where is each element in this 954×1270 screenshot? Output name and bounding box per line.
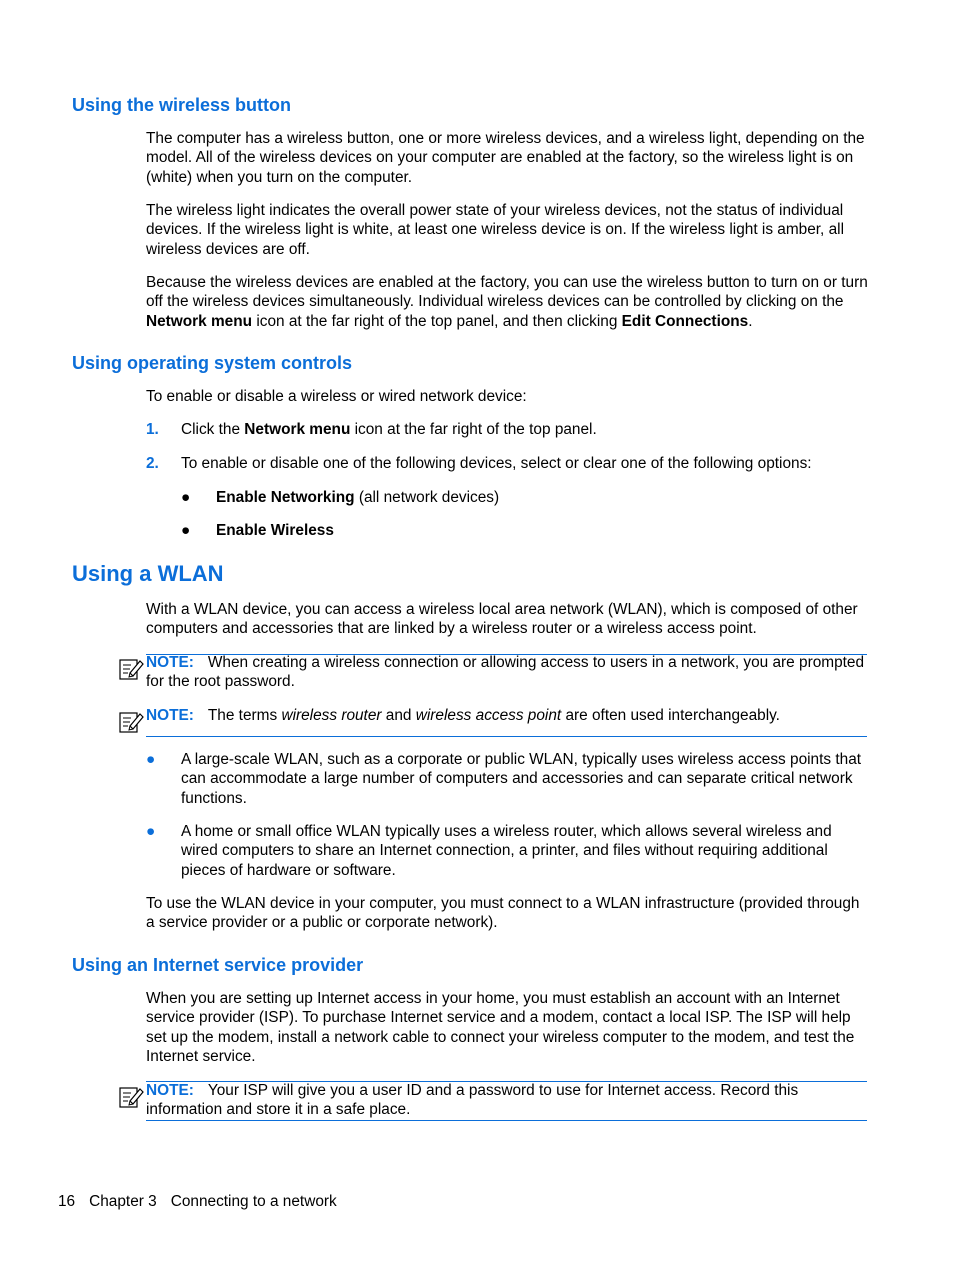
edit-connections-term: Edit Connections: [621, 312, 749, 330]
bullet-text: A large-scale WLAN, such as a corporate or public WLAN, typically uses wireless access points that can accommodate a large number of computers and accessories and can separate critical network functions.: [181, 751, 862, 807]
note-pencil-icon: [118, 1084, 144, 1110]
note-terms: NOTE: The terms wireless router and wireless access point are often used interchangeably.: [118, 706, 868, 738]
chapter-title: Connecting to a network: [170, 1193, 337, 1210]
bullet-icon: ●: [181, 489, 191, 506]
note-bottom-rule: [146, 736, 867, 737]
step-number: 2.: [146, 455, 159, 472]
page-footer: [58, 1192, 351, 1211]
paragraph-wireless-3: Because the wireless devices are enabled at the factory, you can use the wireless button to turn on or turn off the wireless devices simultaneously. Individual wireless devices can be controlled by clicking on the Network menu icon at the far right of the top panel, and then clicking Edit Connections.: [146, 274, 868, 330]
chapter-label: Chapter 3: [89, 1193, 157, 1210]
paragraph-isp-1: When you are setting up Internet access in your home, you must establish an account with an Internet service provider (ISP). To purchase Internet service and a modem, contact a local ISP. The ISP will help set up the modem, install a network cable to connect your wireless computer to the modem, and test the Internet service.: [146, 990, 855, 1065]
note-root-password: [118, 653, 868, 695]
step-text: To enable or disable one of the following devices, select or clear one of the following options:: [181, 455, 812, 472]
paragraph-wlan-2: To use the WLAN device in your computer, you must connect to a WLAN infrastructure (provided through a service provider or a public or corporate network).: [146, 895, 860, 932]
step-text: Click the Network menu icon at the far right of the top panel.: [181, 421, 597, 438]
paragraph-os-intro: To enable or disable a wireless or wired network device:: [146, 388, 527, 405]
note-label: NOTE:: [146, 707, 194, 724]
paragraph-wlan-1: With a WLAN device, you can access a wireless local area network (WLAN), which is composed of other computers and accessories that are linked by a wireless router or a wireless access point.: [146, 601, 858, 638]
note-bottom-rule: [146, 1120, 867, 1121]
note-pencil-icon: [118, 656, 144, 682]
note-text: Your ISP will give you a user ID and a password to use for Internet access. Record this information and store it in a safe place.: [146, 1082, 799, 1119]
document-page: Using the wireless button The computer has a wireless button, one or more wireless devices, and a wireless light, depending on the model. All of the wireless devices on your computer are enabled at the factory, so the wireless light is on (white) when you turn on the computer. The wireless light indicates the overall power state of your wireless devices, not the status of individual devices. If the wireless light is white, at least one wireless device is on. If the wireless light is amber, all wireless devices are off. Because the wireless devices are enabled at the factory, you can use the wireless button to turn on or turn off the wireless devices simultaneously. Individual wireless devices can be controlled by clicking on the Network menu icon at the far right of the top panel, and then clicking Edit Connections. Using operating system controls To enable or disable a wireless or wired network device: 1. Click the Network menu icon at the far right of the top panel. 2. To enable or disable one of the following devices, select or clear one of the following options: ● Enable Networking (all network devices) ● Enable Wireless Using a WLAN With a WLAN device, you can access a wireless local area network (WLAN), which is composed of other computers and accessories that are linked by a wireless router or a wireless access point. NOTE: When creating a wireless connection or allowing access to users in a network, you are prompted for the root password. NOTE: The terms wireless router and wireless access point are often used interchangeably. ● A large-scale WLAN, such as a corporate or public WLAN, typically uses wireless access points that can accommodate a large number of computers and accessories and can separate critical network functions. ● A home or small office WLAN typically uses a wireless router, which allows several wireless and wired computers to share an Internet connection, a printer, and files without requiring additional pieces of hardware or software. To use the WLAN device in your computer, you must connect to a WLAN infrastructure (provided through a service provider or a public or corporate network). Using an Internet service provider When you are setting up Internet access in your home, you must establish an account with an Internet service provider (ISP). To purchase Internet service and a modem, contact a local ISP. The ISP will help set up the modem, install a network cable to connect your wireless computer to the modem, and test the Internet service. NOTE: Your ISP will give you a user ID and a password to use for Internet access. Record this information and store it in a safe place. 16 Chapter 3 Connecting to a network: [0, 0, 954, 1270]
note-label: NOTE:: [146, 1082, 194, 1099]
bullet-icon: ●: [146, 823, 156, 840]
note-pencil-icon: [118, 709, 144, 735]
note-text: When creating a wireless connection or allowing access to users in a network, you are prompted for the root password.: [146, 654, 865, 691]
bullet-icon: ●: [146, 751, 156, 768]
network-menu-term: Network menu: [146, 312, 253, 330]
note-isp: [118, 1081, 868, 1123]
paragraph-wireless-1: The computer has a wireless button, one or more wireless devices, and a wireless light, depending on the model. All of the wireless devices on your computer are enabled at the factory, so the wireless light is on (white) when you turn on the computer.: [146, 130, 865, 186]
page-number: 16: [58, 1193, 76, 1210]
heading-os-controls: Using operating system controls: [72, 353, 353, 373]
heading-wireless-button: Using the wireless button: [72, 95, 292, 115]
paragraph-wireless-2: The wireless light indicates the overall power state of your wireless devices, not the status of individual devices. If the wireless light is white, at least one wireless device is on. If the wireless light is amber, all wireless devices are off.: [146, 202, 845, 258]
heading-isp: Using an Internet service provider: [72, 955, 364, 975]
bullet-text: A home or small office WLAN typically uses a wireless router, which allows several wireless and wired computers to share an Internet connection, a printer, and files without requiring additional pieces of hardware or software.: [181, 823, 832, 879]
heading-wlan: Using a WLAN: [72, 561, 224, 586]
note-label: NOTE:: [146, 654, 194, 671]
bullet-icon: ●: [181, 522, 191, 539]
step-number: 1.: [146, 421, 159, 438]
